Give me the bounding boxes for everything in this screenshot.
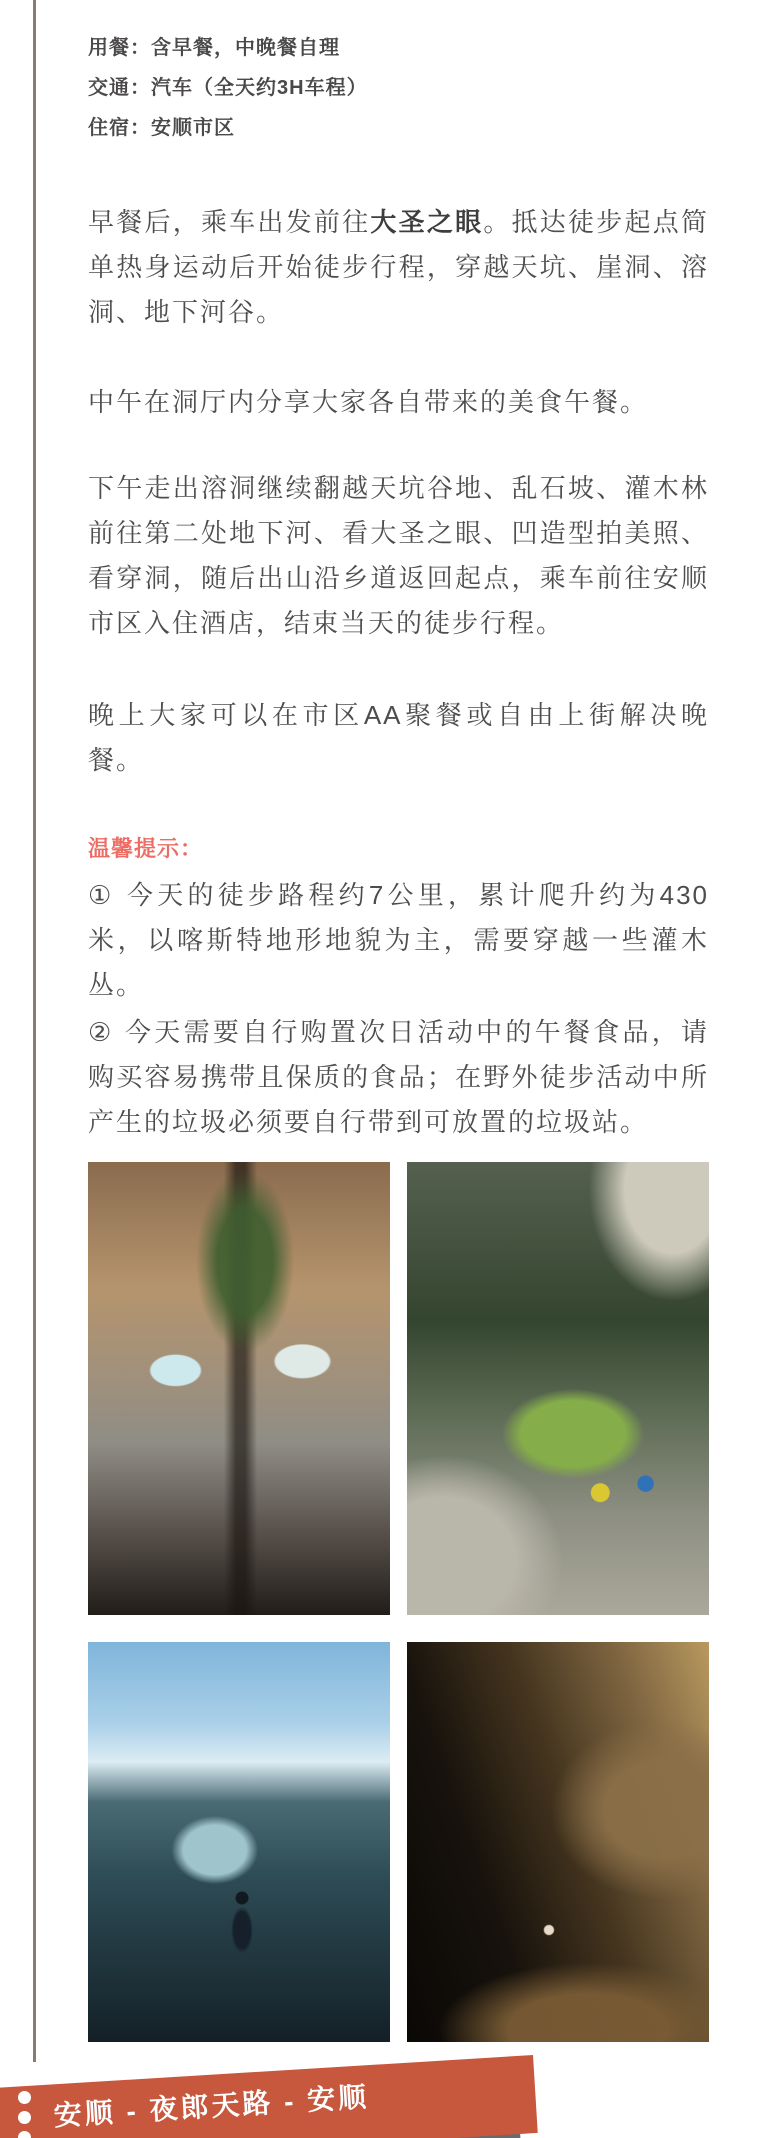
photo-karst-cave-eye: [88, 1162, 390, 1615]
morning-paragraph: [88, 200, 709, 335]
photo-cave-interior: [407, 1642, 709, 2042]
morning-text-suffix: 。抵达徒步起点简单热身运动后开始徒步行程，穿越天坑、崖洞、溶洞、地下河谷。: [88, 207, 709, 327]
transport-info-line: 交通：汽车（全天约3H车程）: [88, 77, 368, 99]
banner-dot: [18, 2111, 31, 2124]
morning-text-prefix: 早餐后，乘车出发前往: [88, 207, 371, 237]
noon-paragraph: 中午在洞厅内分享大家各自带来的美食午餐。: [88, 387, 649, 417]
banner-dots-decoration: [18, 2091, 31, 2138]
trip-info-block: [88, 0, 709, 148]
photo-hikers-sinkhole: [407, 1162, 709, 1615]
photo-arms-raised-arch: [88, 1642, 390, 2042]
banner-dot: [18, 2131, 31, 2138]
content-column: [88, 0, 709, 2042]
route-banner: [0, 2055, 538, 2138]
banner-dot: [18, 2091, 31, 2104]
tip-item-1: ① 今天的徒步路程约7公里，累计爬升约为430米，以喀斯特地形地貌为主，需要穿越一些灌木丛。: [88, 880, 709, 1000]
evening-paragraph: 晚上大家可以在市区AA聚餐或自由上街解决晚餐。: [88, 700, 709, 775]
tip-item-2: ② 今天需要自行购置次日活动中的午餐食品，请购买容易携带且保质的食品；在野外徒步活动中所产生的垃圾必须要自行带到可放置的垃圾站。: [88, 1017, 709, 1137]
lodging-info-line: 住宿：安顺市区: [88, 117, 235, 139]
highlight-destination: 大圣之眼: [370, 207, 484, 237]
meals-info-line: 用餐：含早餐，中晚餐自理: [88, 37, 340, 59]
route-banner-label: 安顺 - 夜郎天路 - 安顺: [52, 2081, 370, 2132]
afternoon-paragraph: 下午走出溶洞继续翻越天坑谷地、乱石坡、灌木林前往第二处地下河、看大圣之眼、凹造型拍美照、看穿洞，随后出山沿乡道返回起点，乘车前往安顺市区入住酒店，结束当天的徒步行程。: [88, 473, 709, 638]
tips-title: 温馨提示：: [88, 836, 204, 861]
left-rule-line: [33, 0, 36, 2062]
photo-grid: [88, 1162, 709, 2042]
